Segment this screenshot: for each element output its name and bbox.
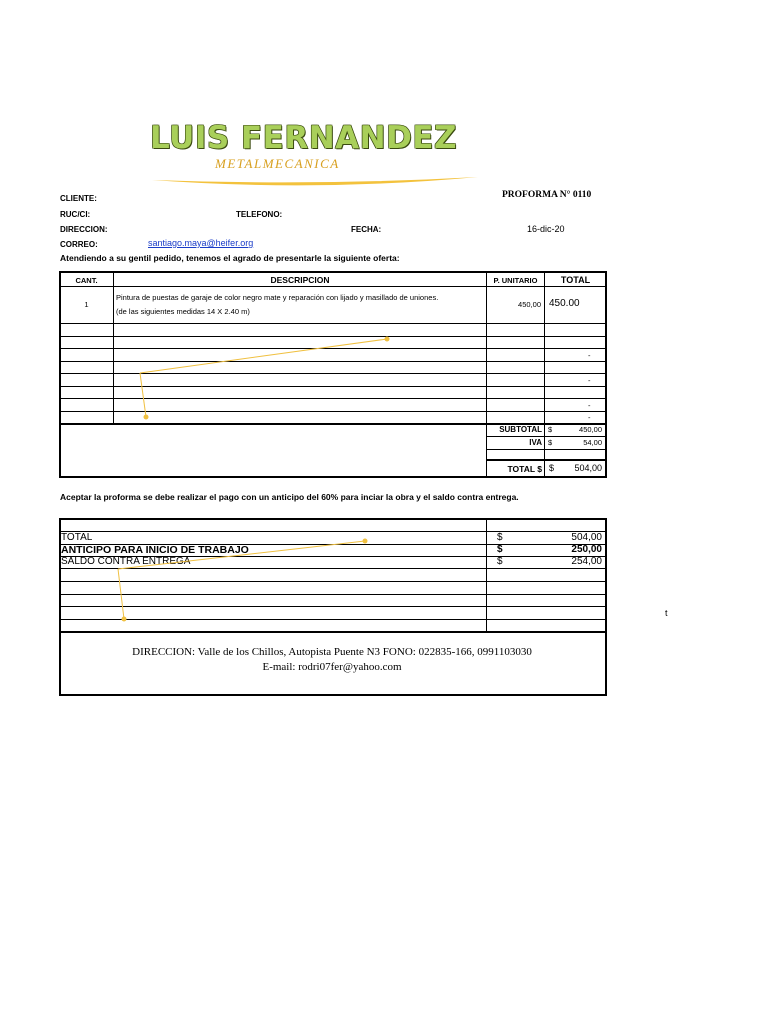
row1-desc-line2: (de las siguientes medidas 14 X 2.40 m) (116, 307, 250, 316)
ruc-label: RUC/CI: (60, 210, 91, 219)
anticipo-label: ANTICIPO PARA INICIO DE TRABAJO (61, 544, 249, 556)
total-currency: $ (549, 463, 555, 473)
iva-value: 54,00 (583, 438, 602, 447)
col-header-total: TOTAL (560, 275, 591, 285)
iva-currency: $ (548, 438, 553, 447)
company-subtitle: METALMECANICA (215, 156, 340, 171)
row1-unitario: 450,00 (518, 300, 541, 309)
proforma-number: PROFORMA N° 0110 (502, 190, 592, 200)
saldo-value: 254,00 (571, 556, 602, 567)
dash-cell: - (588, 401, 591, 410)
fecha-value: 16-dic-20 (527, 224, 565, 234)
col-header-descripcion: DESCRIPCION (270, 275, 330, 285)
dash-cell: - (588, 351, 591, 360)
saldo-currency: $ (497, 556, 503, 567)
subtotal-currency: $ (548, 425, 553, 434)
stray-char: t (665, 608, 668, 618)
saldo-label: SALDO CONTRA ENTREGA (61, 556, 191, 567)
total-value: 504,00 (574, 463, 602, 473)
anticipo-currency: $ (497, 544, 503, 555)
row1-cant: 1 (84, 300, 89, 309)
subtotal-label: SUBTOTAL (499, 425, 542, 434)
fecha-label: FECHA: (351, 225, 382, 234)
cliente-label: CLIENTE: (60, 194, 97, 203)
telefono-label: TELEFONO: (236, 210, 283, 219)
footer-email: E-mail: rodri07fer@yahoo.com (262, 661, 402, 673)
payment-connector-lines (110, 535, 380, 625)
dash-cell: - (588, 413, 591, 422)
row1-total: 450.00 (549, 298, 580, 309)
pay-total-value: 504,00 (571, 532, 602, 543)
connector-lines (100, 330, 400, 425)
footer-address: DIRECCION: Valle de los Chillos, Autopista Puente N3 FONO: 022835-166, 0991103030 (132, 646, 532, 658)
total-label: TOTAL $ (507, 464, 542, 474)
col-header-cant: CANT. (75, 276, 98, 285)
iva-label: IVA (529, 438, 542, 447)
correo-label: CORREO: (60, 240, 98, 249)
intro-text: Atendiendo a su gentil pedido, tenemos el agrado de presentarle la siguiente oferta: (60, 253, 400, 263)
direccion-label: DIRECCION: (60, 225, 108, 234)
dash-cell: - (588, 376, 591, 385)
subtotal-value: 450,00 (579, 425, 602, 434)
pay-total-currency: $ (497, 532, 503, 543)
logo-swoosh (150, 172, 480, 190)
anticipo-value: 250,00 (571, 544, 602, 555)
row1-desc-line1: Pintura de puestas de garaje de color negro mate y reparación con lijado y masillado de uniones. (116, 293, 439, 302)
correo-link[interactable]: santiago.maya@heifer.org (148, 238, 254, 248)
col-header-unitario: P. UNITARIO (493, 276, 538, 285)
company-name: LUIS FERNANDEZ (150, 120, 457, 156)
pay-total-label: TOTAL (61, 532, 93, 543)
payment-note: Aceptar la proforma se debe realizar el pago con un anticipo del 60% para inciar la obra y el saldo contra entrega. (60, 492, 519, 502)
